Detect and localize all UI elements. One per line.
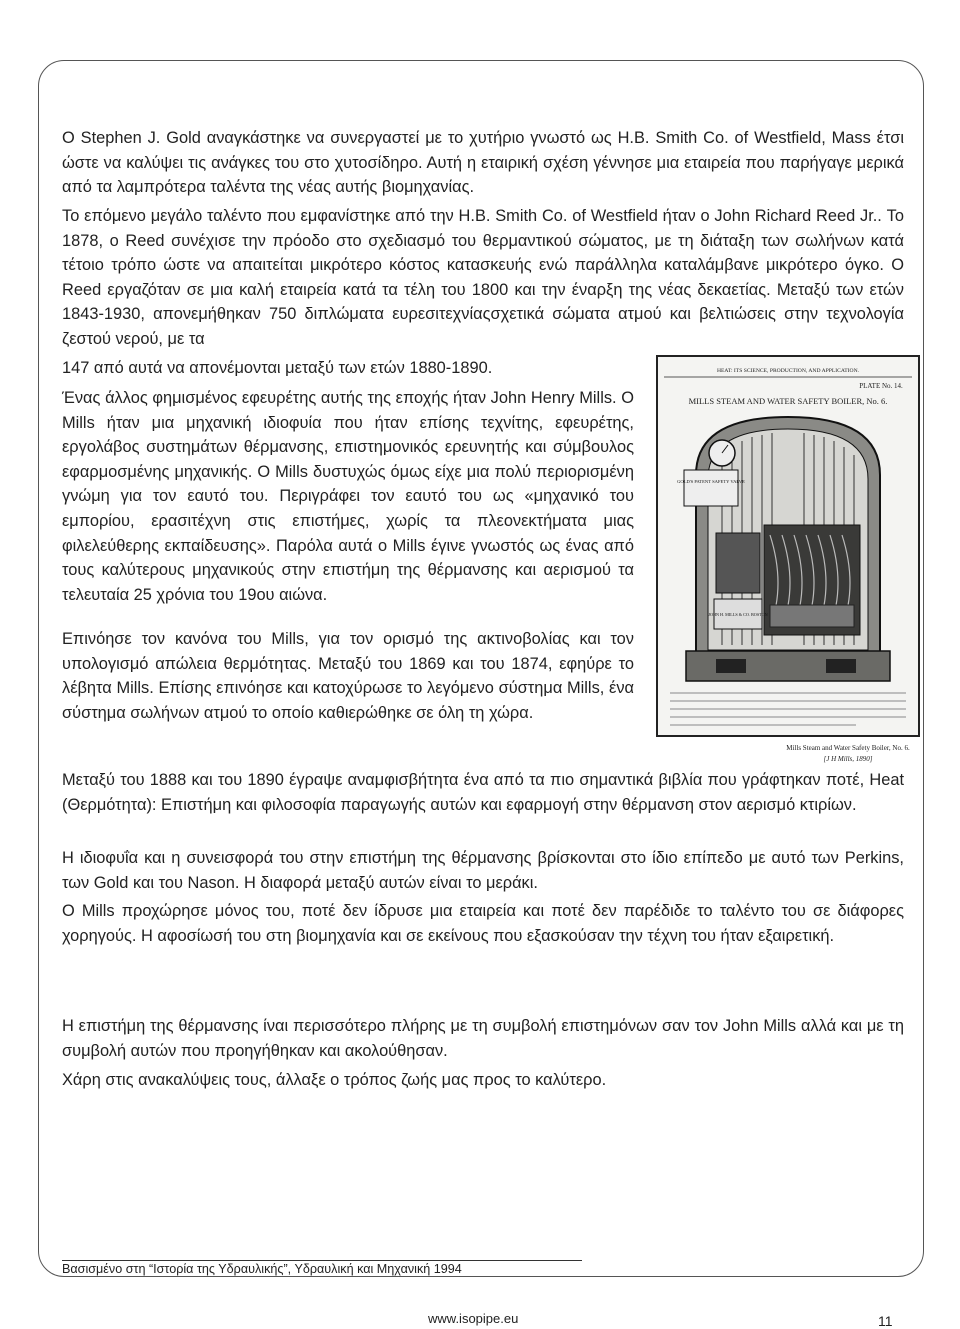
- page-number: 11: [878, 1313, 893, 1329]
- figure-header: HEAT: ITS SCIENCE, PRODUCTION, AND APPLICATION.: [716, 368, 860, 374]
- footnote: Βασισμένο στη “Ιστορία της Υδραυλικής”, Υδραυλική και Μηχανική 1994: [62, 1262, 462, 1276]
- paragraph-heat-book: Μεταξύ του 1888 και του 1890 έγραψε αναμφισβήτητα ένα από τα πιο σημαντικά βιβλία που γράφτηκαν ποτέ, Heat (Θερμότητα): Επιστήμη και φιλοσοφία παραγωγής αυτών και εφαρμογή στην θέρμανση στον αερισμό κτιρίων.: [62, 771, 904, 814]
- website-link[interactable]: www.isopipe.eu: [428, 1311, 519, 1326]
- paragraph-reed: Το επόμενο μεγάλο ταλέντο που εμφανίστηκε από την H.B. Smith Co. of Westfield ήταν ο John Richard Reed Jr.. Το 1878, ο Reed συνέχισε την πρόοδο στο σχεδιασμό του θερμαντικού σώματος, με τη διάταξη των σωλήνων κατά τέτοιο τρόπο ώστε να απαιτείται μικρότερο κόστος κατασκευής ενώ παράλληλα καταλάμβανε μικρότερο όγκο. Ο Reed εργαζόταν σε μια καλή εταιρεία κατά τα τέλη του 1800 και την έναρξη της νέας δεκαετίας. Μεταξύ των ετών 1843-1930, απονεμήθηκαν 750 διπλώματα ευρεσιτεχνίαςσχετικά σώματα ατμού και βελτιώσεις στην τεχνολογία ζεστού νερού, με τα: [62, 207, 904, 348]
- paragraph-gold: Ο Stephen J. Gold αναγκάστηκε να συνεργαστεί με το χυτήριο γνωστό ως H.B. Smith Co. of Westfield, Mass έτσι ώστε να καλύψει τις ανάγκες του στο χυτοσίδηρο. Αυτή η εταιρική σχέση γέννησε μια εταιρεία που παρήγαγε μερικά από τα λαμπρότερα ταλέντα της νέας αυτής βιομηχανίας.: [62, 129, 904, 197]
- paragraph-genius: Η ιδιοφυΐα και η συνεισφορά του στην επιστήμη της θέρμανσης βρίσκονται στο ίδιο επίπεδο με αυτό των Perkins, των Gold και του Nason. Η διαφορά μεταξύ αυτών είναι το μεράκι.: [62, 849, 904, 892]
- footnote-divider: [62, 1260, 582, 1261]
- paragraph-conclusion: Χάρη στις ανακαλύψεις τους, άλλαξε ο τρόπος ζωής μας προς το καλύτερο.: [62, 1071, 607, 1089]
- paragraph-science: Η επιστήμη της θέρμανσης ίναι περισσότερο πλήρης με τη συμβολή επιστημόνων σαν τον John Mills αλλά και με τη συμβολή αυτών που προηγήθηκαν και ακολούθησαν.: [62, 1017, 904, 1060]
- paragraph-mills-intro: Ένας άλλος φημισμένος εφευρέτης αυτής της εποχής ήταν John Henry Mills. Ο Mills ήταν μια μηχανική ιδιοφυία που ήταν επίσης τεχνίτης, εφευρέτης, εργολάβος συστημάτων θέρμανσης, επιστημονικός ερευνητής και σύμβουλος εφαρμοσμένης μηχανικής. Ο Mills δυστυχώς όμως είχε μια πολύ περιορισμένη γνώμη για τον εαυτό του. Περιγράφει τον εαυτό του ως «μηχανικό του εμπορίου, ερασιτέχνη στις επιστήμες, χωρίς τα πλεονεκτήματα μιας φιλελεύθερης εκπαίδευσης». Παρόλα αυτά ο Mills έγινε γνωστός ως ένας από τους καλύτερους μηχανικούς στην επιστήμη της θέρμανσης και αερισμού τα τελευταία 25 χρόνια του 19ου αιώνα.: [62, 389, 634, 604]
- figure-caption-line2: [J H Mills, 1890]: [823, 755, 873, 763]
- figure-title: MILLS STEAM AND WATER SAFETY BOILER, No. 6.: [688, 396, 888, 406]
- figure-caption-line1: Mills Steam and Water Safety Boiler, No. 6.: [786, 744, 910, 752]
- paragraph-mills-rule: Επινόησε τον κανόνα του Mills, για τον ορισμό της ακτινοβολίας και τον υπολογισμό απώλεια θερμότητας. Μεταξύ του 1869 και του 1874, εφηύρε το λέβητα Mills. Επίσης επινόησε και κατοχύρωσε το λεγόμενο σύστημα Mills, ένα σύστημα σωλήνων ατμού το οποίο καθιερώθηκε σε όλη τη χώρα.: [62, 630, 634, 722]
- figure-plate: PLATE No. 14.: [859, 382, 903, 390]
- paragraph-patents: 147 από αυτά να απονέμονται μεταξύ των ετών 1880-1890.: [62, 359, 493, 377]
- figure-door-label: JOHN H. MILLS & CO. BOSTON: [708, 612, 768, 617]
- paragraph-alone: Ο Mills προχώρησε μόνος του, ποτέ δεν ίδρυσε μια εταιρεία και ποτέ δεν παρέδιδε το ταλέντο του σε διάφορες χορηγούς. Η αφοσίωσή του στη βιομηχανία και σε εκείνους που εξασκούσαν την τέχνη του ήταν εξαιρετική.: [62, 902, 904, 945]
- figure-valve-label: GOLD'S PATENT SAFETY VALVE: [677, 479, 745, 484]
- boiler-engraving: [656, 355, 922, 767]
